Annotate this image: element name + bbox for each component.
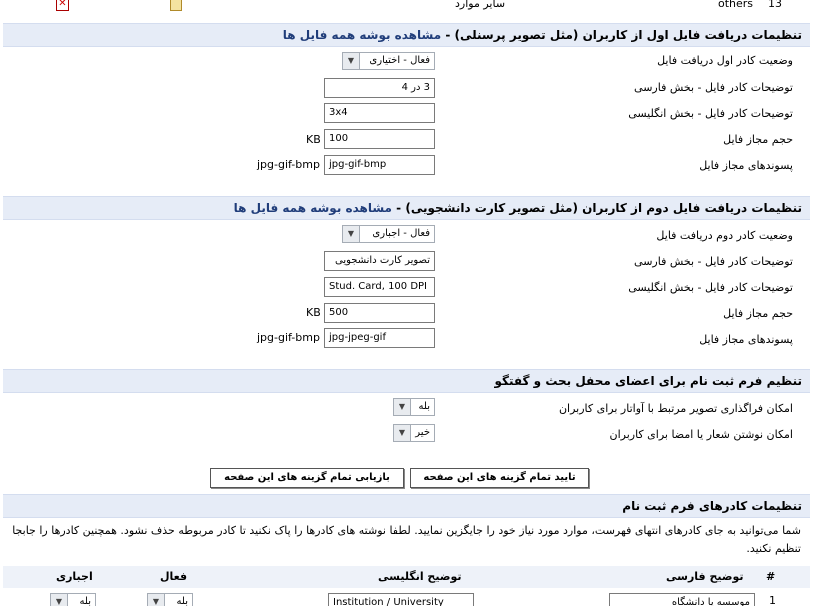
signature-label: امکان نوشتن شعار یا امضا برای کاربران	[609, 428, 793, 441]
avatar-upload-label: امکان فراگذاری تصویر مرتبط با آواتار برای کاربران	[558, 402, 793, 415]
section2-en-desc-input[interactable]: Stud. Card, 100 DPI	[324, 277, 435, 297]
section1-size-unit: KB	[306, 133, 321, 146]
section3-header	[3, 369, 810, 393]
section2-ext-input[interactable]: jpg-jpeg-gif	[324, 328, 435, 348]
section1-fa-desc-label: توضیحات کادر فایل - بخش فارسی	[634, 81, 793, 94]
section2-header	[3, 196, 810, 220]
col-active: فعال	[160, 570, 188, 583]
section1-ext-label: پسوندهای مجاز فایل	[699, 159, 793, 172]
row-required-select[interactable]: بله ▼	[50, 593, 96, 606]
avatar-upload-select[interactable]: بله ▼	[393, 398, 435, 416]
col-num: #	[766, 570, 776, 583]
section1-status-select[interactable]: فعال - اختیاری ▼	[342, 52, 435, 70]
col-required: اجباری	[56, 570, 93, 583]
table-row	[3, 591, 810, 606]
section1-title: تنظیمات دریافت فایل اول از کاربران (مثل تصویر پرسنلی) -	[441, 28, 802, 42]
section2-ext-label: پسوندهای مجاز فایل	[699, 333, 793, 346]
section2-status-select[interactable]: فعال - اجباری ▼	[342, 225, 435, 243]
section3-title: تنظیم فرم ثبت نام برای اعضای محفل بحث و گفتگو	[494, 374, 802, 388]
col-en-desc: توضیح انگلیسی	[378, 570, 462, 583]
section2-ext-hint: jpg-gif-bmp	[257, 331, 320, 344]
section1-ext-input[interactable]: jpg-gif-bmp	[324, 155, 435, 175]
confirm-all-button[interactable]: تایید تمام گزینه های این صفحه	[410, 468, 589, 488]
chevron-down-icon: ▼	[51, 594, 68, 606]
reset-all-button[interactable]: بازیابی تمام گزینه های این صفحه	[210, 468, 404, 488]
col-fa-desc: توضیح فارسی	[666, 570, 744, 583]
row-active-select[interactable]: بله ▼	[147, 593, 193, 606]
chevron-down-icon: ▼	[394, 399, 411, 415]
chevron-down-icon: ▼	[343, 53, 360, 69]
row-num: 1	[769, 594, 776, 606]
section4-description: شما می‌توانید به جای کادرهای انتهای فهرست، موارد مورد نیاز خود را جایگزین نمایید. لطفا نوشته های کادرها را پاک نکنید تا کادر مربوطه حذف نشود. همچنین کادرها را جابجا تنظیم نکنید.	[12, 524, 801, 555]
section1-en-desc-input[interactable]: 3x4	[324, 103, 435, 123]
chevron-down-icon: ▼	[394, 425, 411, 441]
section2-fa-desc-label: توضیحات کادر فایل - بخش فارسی	[634, 255, 793, 268]
section1-header	[3, 23, 810, 47]
section2-folder-link[interactable]: مشاهده بوشه همه فایل ها	[233, 201, 392, 215]
section2-size-label: حجم مجاز فایل	[723, 307, 793, 320]
delete-icon[interactable]: ✕	[56, 0, 69, 11]
row-en-input[interactable]: Institution / University	[328, 593, 474, 606]
section1-ext-hint: jpg-gif-bmp	[257, 158, 320, 171]
top-row-label: سایر موارد	[455, 0, 506, 10]
section1-size-input[interactable]: 100	[324, 129, 435, 149]
section2-en-desc-label: توضیحات کادر فایل - بخش انگلیسی	[628, 281, 793, 294]
section2-fa-desc-input[interactable]: تصویر کارت دانشجویی	[324, 251, 435, 271]
section1-status-label: وضعیت کادر اول دریافت فایل	[657, 54, 793, 67]
section1-size-label: حجم مجاز فایل	[723, 133, 793, 146]
section4-title: تنظیمات کادرهای فرم ثبت نام	[622, 499, 802, 513]
top-row-num: 13	[768, 0, 782, 10]
section1-folder-link[interactable]: مشاهده بوشه همه فایل ها	[282, 28, 442, 42]
edit-icon[interactable]	[170, 0, 182, 11]
section4-header	[3, 494, 810, 518]
section2-title: تنظیمات دریافت فایل دوم از کاربران (مثل تصویر کارت دانشجویی) -	[392, 201, 802, 215]
section2-status-label: وضعیت کادر دوم دریافت فایل	[656, 229, 793, 242]
section1-en-desc-label: توضیحات کادر فایل - بخش انگلیسی	[628, 107, 793, 120]
signature-select[interactable]: خیر ▼	[393, 424, 435, 442]
section2-size-unit: KB	[306, 306, 321, 319]
chevron-down-icon: ▼	[148, 594, 165, 606]
row-fa-input[interactable]: موسسه یا دانشگاه	[609, 593, 755, 606]
top-row	[0, 0, 813, 12]
top-row-key: others	[718, 0, 754, 10]
chevron-down-icon: ▼	[343, 226, 360, 242]
section2-size-input[interactable]: 500	[324, 303, 435, 323]
section1-fa-desc-input[interactable]: 3 در 4	[324, 78, 435, 98]
